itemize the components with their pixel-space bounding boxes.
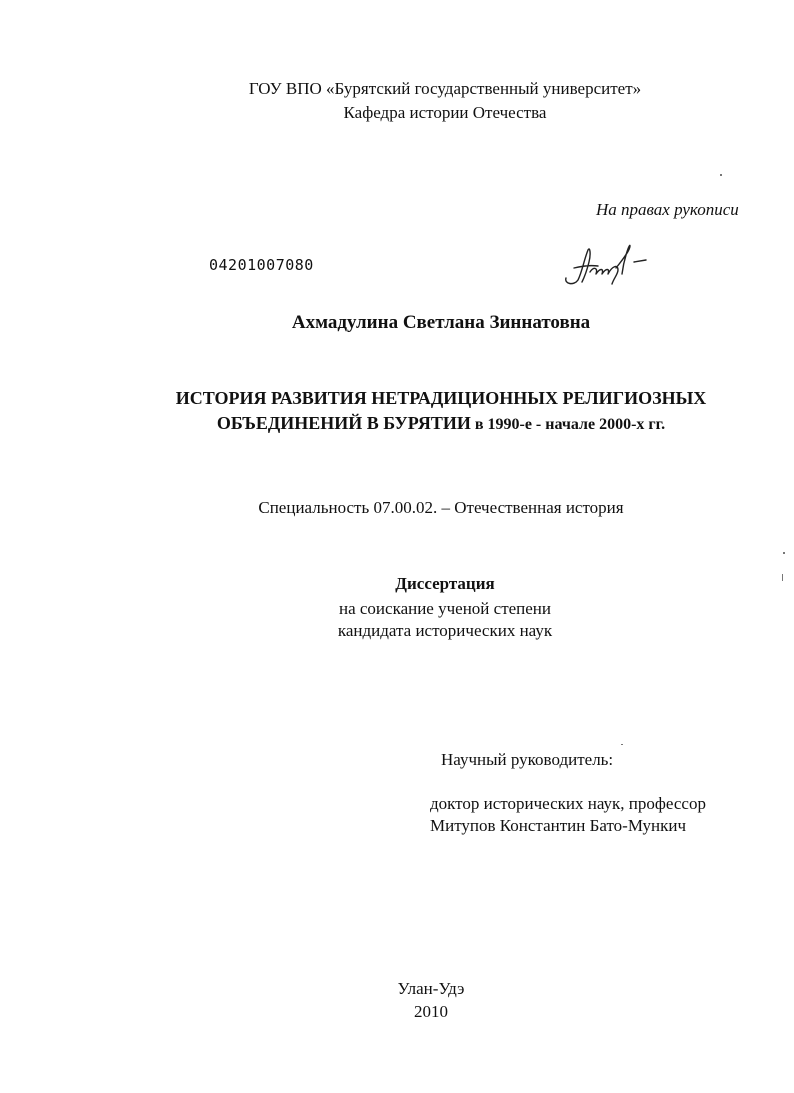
- university-name: ГОУ ВПО «Бурятский государственный университет»: [248, 79, 642, 98]
- supervisor-name: Митупов Константин Бато-Мункич: [430, 816, 687, 835]
- scan-speck: [720, 174, 722, 176]
- title-line2-rest: в 1990-е - начале 2000-х гг.: [470, 416, 666, 433]
- scan-speck: [783, 552, 785, 554]
- supervisor-title: доктор исторических наук, профессор: [430, 794, 706, 813]
- supervisor-label: Научный руководитель:: [441, 750, 614, 769]
- manuscript-note: На правах рукописи: [596, 200, 739, 219]
- dissertation-title-line2: [44, 412, 794, 436]
- author-name: Ахмадулина Светлана Зиннатовна: [291, 312, 591, 333]
- title-line2-main: ОБЪЕДИНЕНИЙ В БУРЯТИИ: [216, 413, 471, 433]
- dissertation-title-line1: ИСТОРИЯ РАЗВИТИЯ НЕТРАДИЦИОННЫХ РЕЛИГИОЗНЫХ: [175, 388, 707, 408]
- dissertation-label: Диссертация: [395, 574, 495, 593]
- degree-purpose-line1: на соискание ученой степени: [338, 599, 552, 618]
- scan-speck: [782, 574, 783, 581]
- specialty: Специальность 07.00.02. – Отечественная история: [258, 498, 624, 517]
- inventory-number: 04201007080: [209, 256, 314, 274]
- department-name: Кафедра истории Отечества: [343, 103, 547, 122]
- city: Улан-Удэ: [397, 979, 465, 998]
- author-signature: [560, 238, 660, 292]
- year: 2010: [414, 1002, 448, 1021]
- scan-speck: [621, 744, 623, 745]
- degree-purpose-line2: кандидата исторических наук: [337, 621, 553, 640]
